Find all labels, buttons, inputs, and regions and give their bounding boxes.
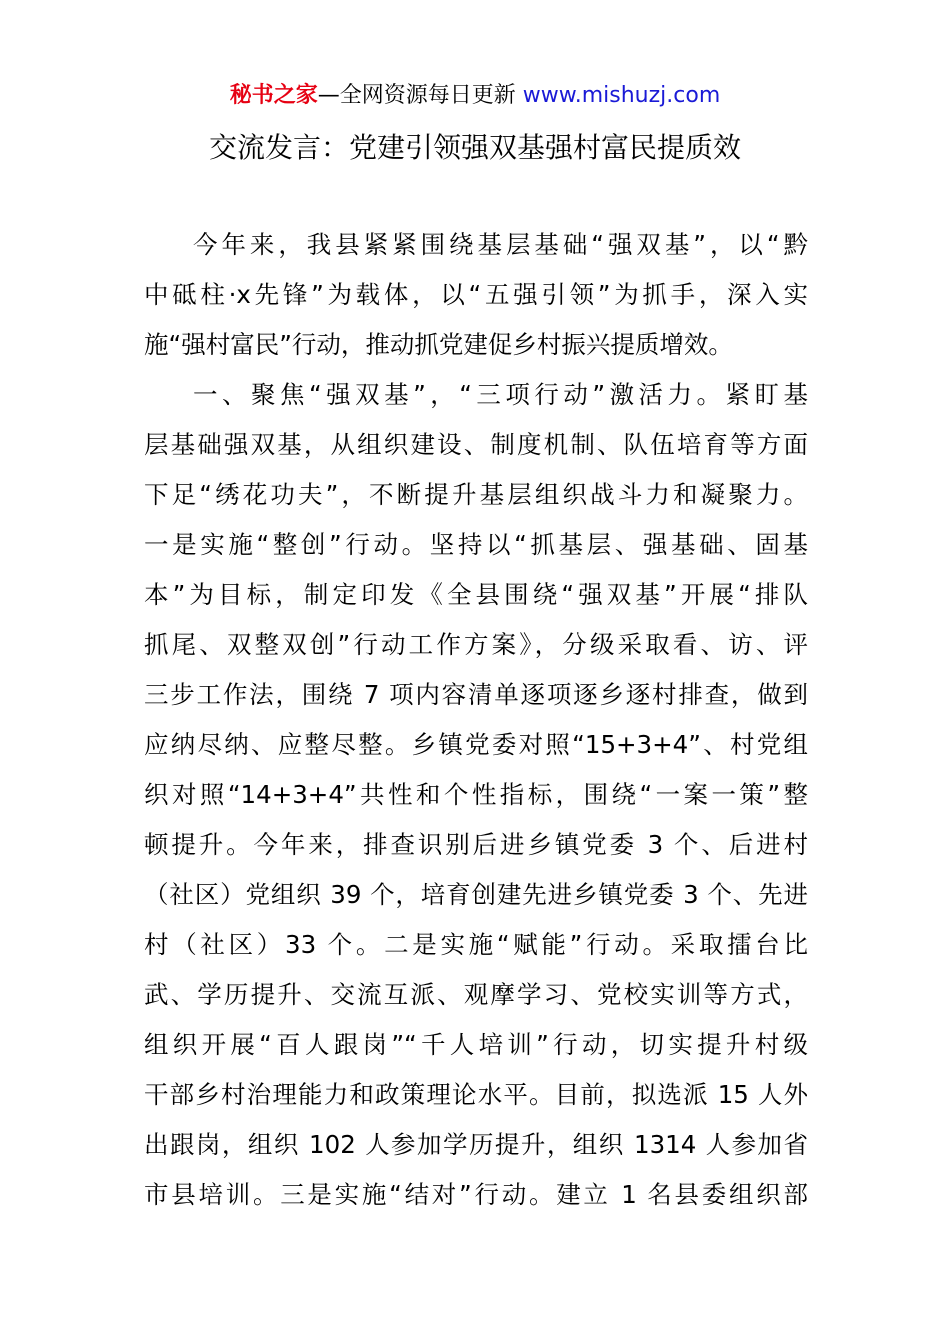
site-url-link[interactable]: www.mishuzj.com	[522, 83, 721, 108]
body-line: 施“强村富民”行动，推动抓党建促乡村振兴提质增效。	[144, 330, 733, 359]
body-line: 顿提升。今年来，排查识别后进乡镇党委 3 个、后进村	[144, 830, 808, 859]
body-line: 干部乡村治理能力和政策理论水平。目前，拟选派 15 人外	[144, 1080, 808, 1109]
body-line: （社区）党组织 39 个，培育创建先进乡镇党委 3 个、先进	[144, 880, 808, 909]
body-line: 下足“绣花功夫”，不断提升基层组织战斗力和凝聚力。	[144, 480, 808, 509]
body-line: 三步工作法，围绕 7 项内容清单逐项逐乡逐村排查，做到	[144, 680, 808, 709]
body-line: 应纳尽纳、应整尽整。乡镇党委对照“15+3+4”、村党组	[144, 730, 808, 759]
body-line: 抓尾、双整双创”行动工作方案》，分级采取看、访、评	[144, 630, 808, 659]
site-brand: 秘书之家	[229, 83, 318, 108]
body-line: 织对照“14+3+4”共性和个性指标，围绕“一案一策”整	[144, 780, 808, 809]
document-title: 交流发言：党建引领强双基强村富民提质效	[208, 131, 741, 164]
body-line: 一是实施“整创”行动。坚持以“抓基层、强基础、固基	[144, 530, 808, 559]
body-line: 中砥柱·x先锋”为载体，以“五强引领”为抓手，深入实	[144, 280, 808, 309]
body-line: 武、学历提升、交流互派、观摩学习、党校实训等方式，	[144, 980, 808, 1009]
document-body	[144, 225, 808, 1225]
body-line: 本”为目标，制定印发《全县围绕“强双基”开展“排队	[144, 580, 808, 609]
body-line: 市县培训。三是实施“结对”行动。建立 1 名县委组织部	[144, 1180, 808, 1209]
body-line: 今年来，我县紧紧围绕基层基础“强双基”，以“黔	[193, 230, 808, 259]
site-header	[0, 80, 950, 112]
body-line: 组织开展“百人跟岗”“千人培训”行动，切实提升村级	[144, 1030, 808, 1059]
body-line: 层基础强双基，从组织建设、制度机制、队伍培育等方面	[144, 430, 808, 459]
body-line: 出跟岗，组织 102 人参加学历提升，组织 1314 人参加省	[144, 1130, 808, 1159]
body-line: 一、聚焦“强双基”，“三项行动”激活力。紧盯基	[193, 380, 808, 409]
body-line: 村（社区）33 个。二是实施“赋能”行动。采取擂台比	[144, 930, 808, 959]
site-tagline: —全网资源每日更新	[317, 83, 516, 108]
